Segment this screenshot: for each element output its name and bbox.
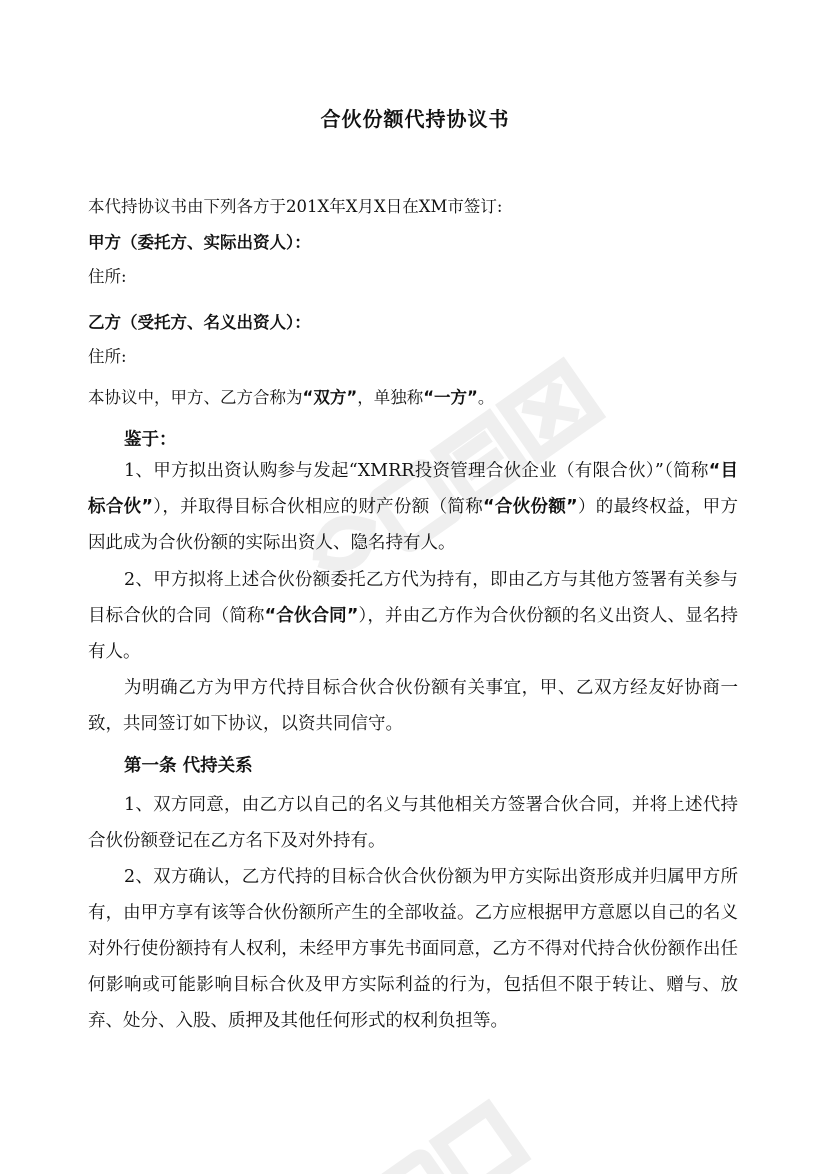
recital-2 [88,562,738,670]
article-1-heading: 第一条 代持关系 [124,756,253,776]
whereas-heading: 鉴于： [124,430,177,450]
term-partnership-share: “合伙份额” [483,497,578,517]
recital-1-text-c: ），并取得目标合伙相应的财产份额（简称 [152,497,484,517]
article-1-clause-2: 2、双方确认，乙方代持的目标合伙合伙份额为甲方实际出资形成并归属甲方所有，由甲方享有该等合伙份额所产生的全部收益。乙方应根据甲方意愿以自己的名义对外行使份额持有人权利，未经甲方事先书面同意，乙方不得对代持合伙份额作出任何影响或可能影响目标合伙及甲方实际利益的行为，包括但不限于转让、赠与、放弃、处分、入股、质押及其他任何形式的权利负担等。 [88,867,738,1031]
term-one-party: “一方” [423,388,478,407]
recital-1 [88,453,738,561]
term-both-parties: “双方” [302,388,358,407]
party-a-label: 甲方（委托方、实际出资人）： [88,233,311,252]
naming-prefix: 本协议中，甲方、乙方合称为 [88,388,303,407]
recital-2-text-c: ），并由乙方作为合伙份额的名义出资人、显名持有人。 [88,606,739,662]
naming-middle: ，单独称 [357,388,424,407]
recital-1-text-e: ）的最终权益，甲方因此成为合伙份额的实际出资人、隐名持有人。 [88,497,738,553]
naming-clause [88,386,738,410]
intro-line: 本代持协议书由下列各方于201X年X月X日在XM市签订: [88,197,503,216]
article-1-clause-1: 1、双方同意，由乙方以自己的名义与其他相关方签署合伙合同，并将上述代持合伙份额登记在乙方名下及对外持有。 [88,795,738,851]
recital-2-text-a: 2、甲方拟将上述合伙份额委托乙方代为持有，即由乙方与其他方签署有关参与目标合伙的合同（简称 [88,570,738,626]
party-b-address: 住所: [88,347,127,366]
term-target-partnership: “目标合伙” [88,461,738,517]
document-title: 合伙份额代持协议书 [320,107,510,131]
party-a-address: 住所: [88,267,127,286]
party-b-label: 乙方（受托方、名义出资人）： [88,313,311,332]
recital-3: 为明确乙方为甲方代持目标合伙合伙份额有关事宜，甲、乙双方经友好协商一致，共同签订如下协议，以资共同信守。 [88,678,738,734]
recital-1-text-a: 1、甲方拟出资认购参与发起“XMRR投资管理合伙企业（有限合伙）”（简称 [124,461,709,481]
term-partnership-contract: “合伙合同” [264,606,359,626]
watermark-logo-bottom [330,1060,630,1174]
naming-suffix: 。 [477,388,495,407]
